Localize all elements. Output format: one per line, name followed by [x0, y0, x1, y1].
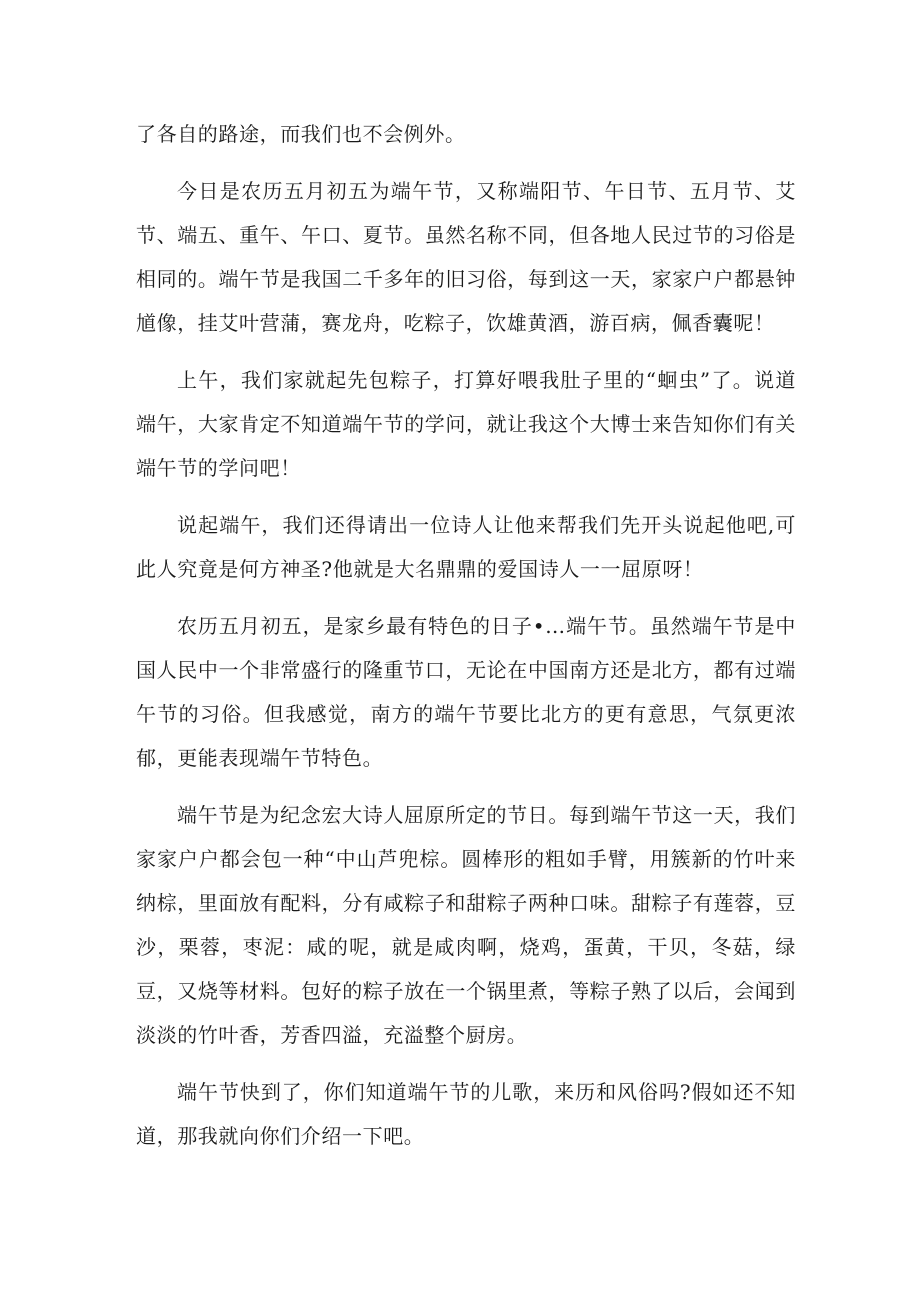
document-body: [136, 112, 796, 1171]
paragraph-continuation: 了各自的路途，而我们也不会例外。: [136, 122, 466, 146]
paragraph-songs-and-customs: 端午节快到了，你们知道端午节的儿歌，来历和风俗吗?假如还不知道，那我就向你们介绍一下吧。: [136, 1080, 796, 1148]
paragraph-zongzi-flavors: 端午节是为纪念宏大诗人屈原所定的节日。每到端午节这一天，我们家家户户都会包一种“中山芦兜棕。圆棒形的粗如手臂，用簇新的竹叶来纳棕，里面放有配料，分有咸粽子和甜粽子两种口味。甜粽子有莲蓉，豆沙，栗蓉，枣泥：咸的呢，就是咸肉啊，烧鸡，蛋黄，干贝，冬菇，绿豆，又烧等材料。包好的粽子放在一个锅里煮，等粽子熟了以后，会闻到淡淡的竹叶香，芳香四溢，充溢整个厨房。: [136, 803, 796, 1047]
paragraph-hometown-festival: 农历五月初五，是家乡最有特色的日子•…端午节。虽然端午节是中国人民中一个非常盛行的隆重节口，无论在中国南方还是北方，都有过端午节的习俗。但我感觉，南方的端午节要比北方的更有意思，气氛更浓郁，更能表现端午节特色。: [136, 614, 796, 770]
paragraph-qu-yuan: 说起端午，我们还得请出一位诗人让他来帮我们先开头说起他吧,可此人究竟是何方神圣?他就是大名鼎鼎的爱国诗人一一屈原呀！: [136, 513, 796, 581]
paragraph-making-zongzi: 上午，我们家就起先包粽子，打算好喂我肚子里的“蛔虫”了。说道端午，大家肯定不知道端午节的学问，就让我这个大博士来告知你们有关端午节的学问吧！: [136, 368, 796, 480]
paragraph-dragon-boat-intro: 今日是农历五月初五为端午节，又称端阳节、午日节、五月节、艾节、端五、重午、午口、夏节。虽然名称不同，但各地人民过节的习俗是相同的。端午节是我国二千多年的旧习俗，每到这一天，家家户户都悬钟馗像，挂艾叶营蒲，赛龙舟，吃粽子，饮雄黄酒，游百病，佩香囊呢！: [136, 179, 796, 335]
